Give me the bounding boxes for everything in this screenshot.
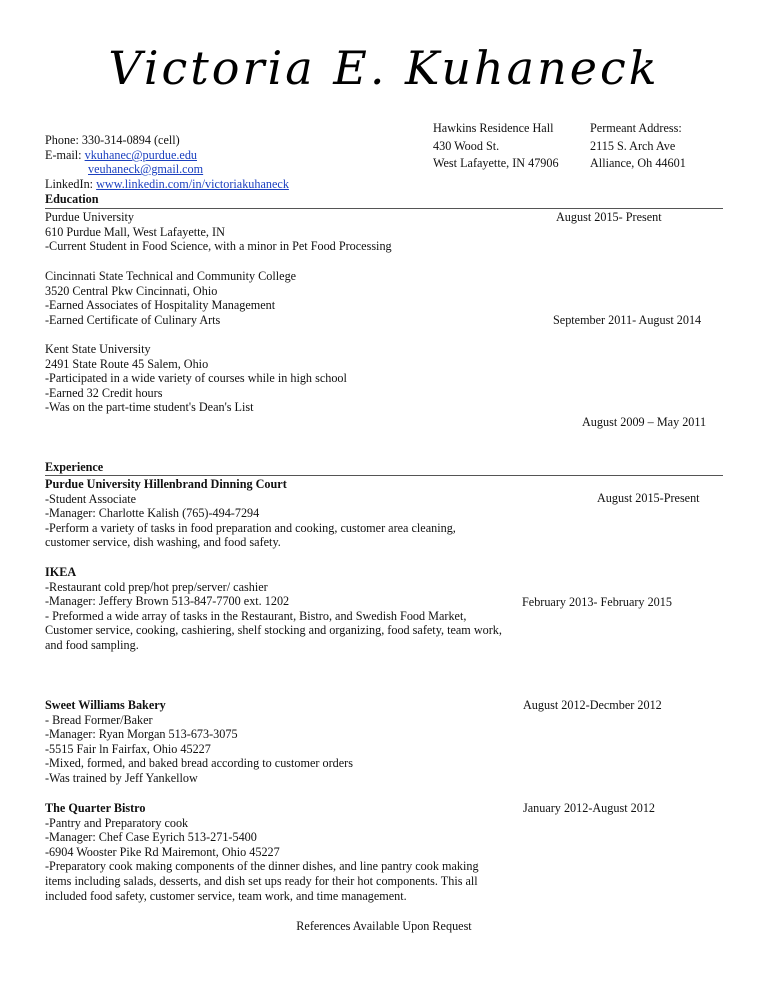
job-line: -Was trained by Jeff Yankellow: [45, 770, 198, 785]
current-address: [433, 121, 559, 171]
references-footer: References Available Upon Request: [296, 919, 472, 933]
education-line: Kent State University: [45, 342, 151, 356]
job-entry: [45, 698, 353, 786]
education-line: -Was on the part-time student's Dean's List: [45, 400, 254, 415]
experience-heading: Experience: [45, 460, 104, 474]
contact-phone: Phone: 330-314-0894 (cell): [45, 133, 180, 147]
education-line: -Earned Certificate of Culinary Arts: [45, 312, 221, 327]
education-line: 2491 State Route 45 Salem, Ohio: [45, 356, 209, 371]
job-line: -Perform a variety of tasks in food preparation and cooking, customer area cleaning,: [45, 520, 456, 535]
job-line: -Manager: Ryan Morgan 513-673-3075: [45, 727, 238, 742]
job-line: -Student Associate: [45, 491, 137, 506]
permanent-address-line: Alliance, Oh 44601: [590, 156, 686, 171]
linkedin-label: LinkedIn:: [45, 177, 94, 191]
education-line: -Earned Associates of Hospitality Management: [45, 298, 276, 313]
job-dates: August 2015-Present: [597, 491, 700, 505]
contact-email-2: [88, 162, 203, 177]
job-line: -5515 Fair ln Fairfax, Ohio 45227: [45, 741, 211, 756]
job-line: Customer service, cooking, cashiering, shelf stocking and organizing, food safety, team work,: [45, 623, 502, 638]
education-line: Cincinnati State Technical and Community College: [45, 269, 297, 283]
job-line: -Preparatory cook making components of the dinner dishes, and line pantry cook making: [45, 859, 479, 874]
education-entry: [45, 342, 347, 415]
job-dates: August 2012-Decmber 2012: [523, 698, 662, 712]
job-entry: [45, 477, 456, 550]
email-label: E-mail:: [45, 148, 82, 162]
job-line: -Manager: Chef Case Eyrich 513-271-5400: [45, 830, 257, 845]
education-entry: [45, 210, 392, 254]
permanent-address: [590, 121, 686, 171]
job-line: -6904 Wooster Pike Rd Mairemont, Ohio 45227: [45, 844, 280, 859]
education-heading: Education: [45, 192, 99, 206]
education-dates: August 2009 – May 2011: [582, 415, 707, 429]
job-line: - Preformed a wide array of tasks in the Restaurant, Bistro, and Swedish Food Market,: [45, 608, 467, 623]
job-line: - Bread Former/Baker: [45, 712, 153, 727]
job-line: included food safety, customer service, team work, and time management.: [45, 888, 407, 903]
job-line: -Restaurant cold prep/hot prep/server/ cashier: [45, 579, 268, 594]
job-line: and food sampling.: [45, 637, 139, 652]
education-line: -Current Student in Food Science, with a minor in Pet Food Processing: [45, 239, 392, 254]
current-address-line: West Lafayette, IN 47906: [433, 156, 559, 171]
education-dates: September 2011- August 2014: [553, 313, 702, 327]
job-line: items including salads, desserts, and dish set ups ready for their hot components. This all: [45, 873, 478, 888]
permanent-address-line: Permeant Address:: [590, 121, 682, 135]
job-line: -Manager: Jeffery Brown 513-847-7700 ext. 1202: [45, 594, 290, 609]
contact-email: [45, 148, 197, 163]
education-line: 3520 Central Pkw Cincinnati, Ohio: [45, 283, 218, 298]
education-line: -Participated in a wide variety of courses while in high school: [45, 371, 347, 386]
job-entry: [45, 565, 502, 653]
education-line: Purdue University: [45, 210, 135, 224]
education-divider: [45, 208, 723, 209]
education-line: -Earned 32 Credit hours: [45, 385, 163, 400]
job-entry: [45, 801, 479, 903]
education-entry: [45, 269, 296, 327]
job-title: IKEA: [45, 565, 77, 579]
job-line: -Mixed, formed, and baked bread according to customer orders: [45, 756, 353, 771]
job-title: The Quarter Bistro: [45, 801, 146, 815]
linkedin-link[interactable]: www.linkedin.com/in/victoriakuhaneck: [96, 177, 289, 191]
job-title: Sweet Williams Bakery: [45, 698, 166, 712]
current-address-line: 430 Wood St.: [433, 138, 500, 153]
job-line: customer service, dish washing, and food safety.: [45, 535, 281, 550]
job-title: Purdue University Hillenbrand Dinning Court: [45, 477, 287, 491]
job-line: -Manager: Charlotte Kalish (765)-494-7294: [45, 506, 260, 521]
email-link-gmail[interactable]: veuhaneck@gmail.com: [88, 162, 204, 176]
job-dates: February 2013- February 2015: [522, 595, 672, 609]
experience-divider: [45, 475, 723, 476]
education-dates: August 2015- Present: [556, 210, 662, 224]
job-line: -Pantry and Preparatory cook: [45, 815, 189, 830]
email-link-purdue[interactable]: vkuhanec@purdue.edu: [84, 148, 198, 162]
permanent-address-line: 2115 S. Arch Ave: [590, 138, 676, 153]
resume-name: Victoria E. Kuhaneck: [108, 41, 660, 95]
education-line: 610 Purdue Mall, West Lafayette, IN: [45, 224, 225, 239]
job-dates: January 2012-August 2012: [523, 801, 656, 815]
contact-linkedin: [45, 177, 289, 192]
current-address-line: Hawkins Residence Hall: [433, 121, 554, 135]
